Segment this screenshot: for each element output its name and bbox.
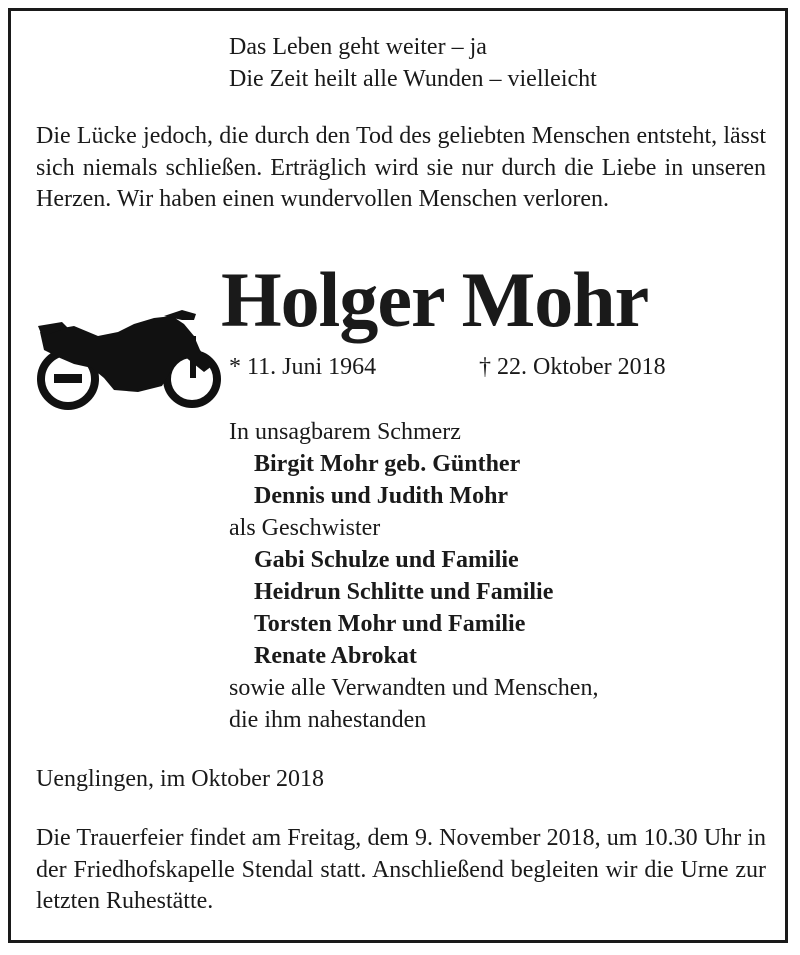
siblings-label: als Geschwister (229, 515, 381, 541)
motorcycle-icon (34, 306, 224, 416)
deceased-name: Holger Mohr (221, 256, 649, 343)
intro-paragraph: Die Lücke jedoch, die durch den Tod des geliebten Menschen entsteht, lässt sich niemals schließen. Erträglich wird sie nur durch die Liebe in unseren Herzen. Wir haben einen wundervollen Menschen verloren. (36, 123, 766, 212)
funeral-paragraph: Die Trauerfeier findet am Freitag, dem 9. November 2018, um 10.30 Uhr in der Friedhofskapelle Stendal statt. Anschließend begleiten wir die Urne zur letzten Ruhestätte. (36, 825, 766, 914)
death-date: † 22. Oktober 2018 (479, 354, 666, 380)
family-member: Birgit Mohr geb. Günther (254, 451, 521, 477)
closing-line-1: sowie alle Verwandten und Menschen, (229, 675, 599, 701)
mourners-intro: In unsagbarem Schmerz (229, 419, 461, 445)
closing-line-2: die ihm nahestanden (229, 707, 427, 733)
birth-date: * 11. Juni 1964 (229, 354, 377, 380)
motto-line-1: Das Leben geht weiter – ja (229, 34, 487, 60)
sibling: Torsten Mohr und Familie (254, 611, 526, 637)
sibling: Heidrun Schlitte und Familie (254, 579, 554, 605)
place-date: Uenglingen, im Oktober 2018 (36, 766, 324, 792)
family-member: Dennis und Judith Mohr (254, 483, 509, 509)
sibling: Gabi Schulze und Familie (254, 547, 519, 573)
sibling: Renate Abrokat (254, 643, 417, 669)
motto-line-2: Die Zeit heilt alle Wunden – vielleicht (229, 66, 597, 92)
